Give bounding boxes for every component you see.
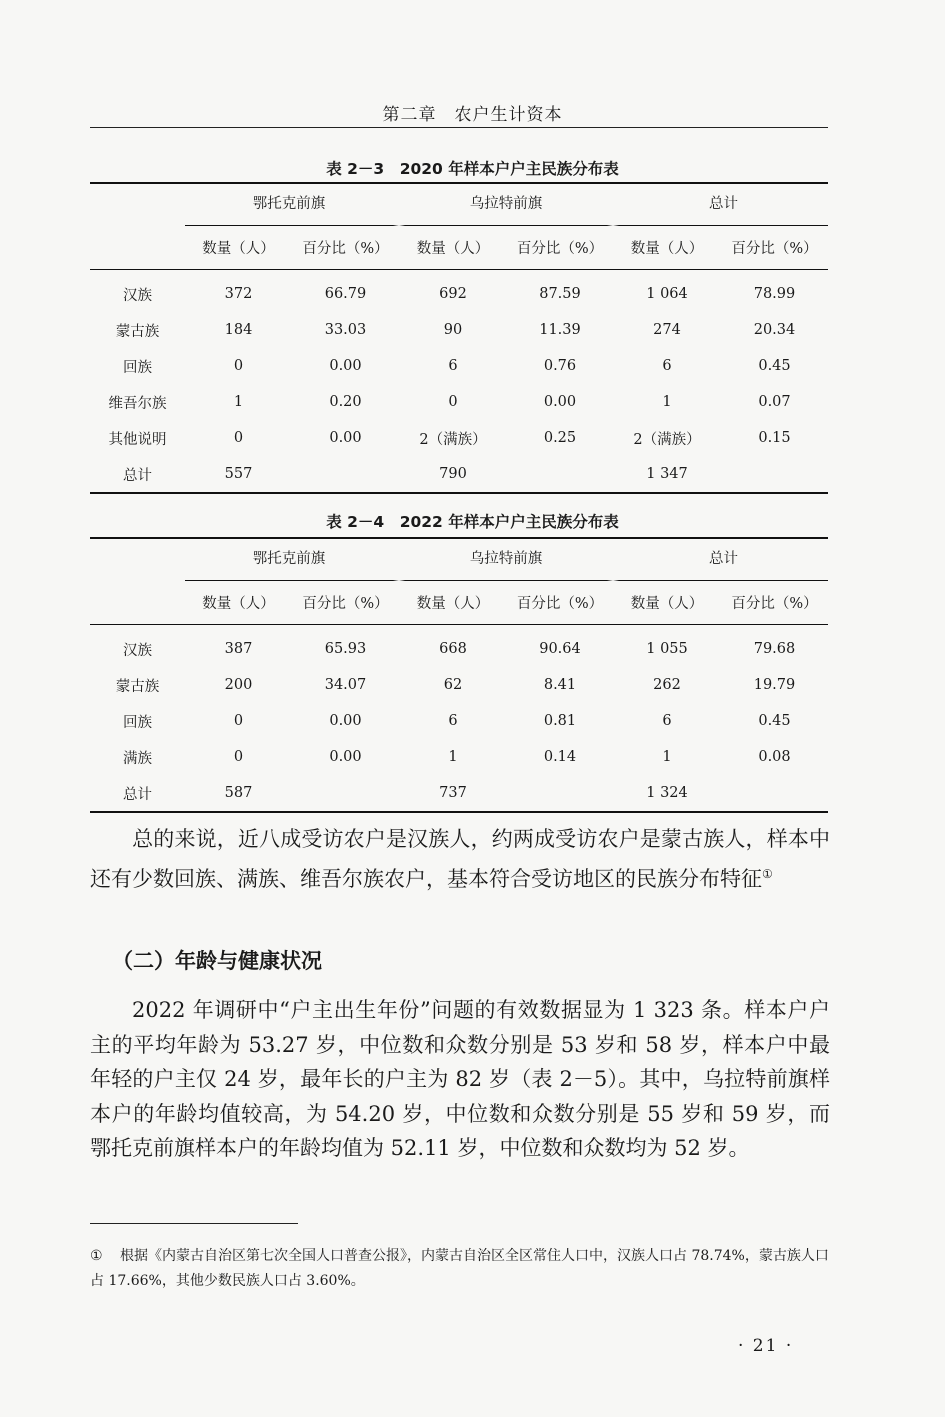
row-label: 蒙古族 (115, 678, 160, 695)
table2-subheader: 百分比（%） (292, 581, 399, 625)
cell: 11.39 (539, 322, 581, 338)
cell: 262 (653, 677, 681, 693)
cell (292, 775, 399, 812)
table2-caption: 表 2－4 2022 年样本户户主民族分布表 (326, 513, 619, 531)
cell: 78.99 (753, 286, 796, 302)
cell: 33.03 (324, 322, 367, 338)
cell: 557 (185, 456, 292, 493)
cell: 0 (233, 749, 244, 765)
cell (292, 456, 399, 493)
cell: 1 347 (613, 456, 721, 493)
cell: 90.64 (539, 641, 581, 657)
table-row (90, 625, 828, 668)
cell: 0 (233, 713, 244, 729)
cell: 1 (662, 749, 672, 765)
cell: 65.93 (324, 641, 367, 657)
cell: 0.08 (758, 749, 791, 765)
section-heading: （二）年龄与健康状况 (112, 949, 322, 973)
header-rule (90, 127, 828, 128)
cell: 737 (399, 775, 507, 812)
paragraph-age (90, 993, 830, 1166)
table-row (90, 348, 828, 384)
table-row (90, 312, 828, 348)
table2-group-1: 鄂托克前旗 (185, 539, 399, 581)
row-label: 其他说明 (108, 431, 167, 448)
cell: 6 (448, 358, 458, 374)
table1-subheader: 百分比（%） (292, 226, 399, 270)
table-row (90, 384, 828, 420)
cell: 6 (662, 713, 672, 729)
row-label: 回族 (123, 359, 152, 376)
cell: 1 (233, 394, 244, 410)
row-label: 蒙古族 (115, 323, 160, 340)
cell: 8.41 (543, 677, 577, 693)
table1-subheader: 数量（人） (399, 226, 507, 270)
table-row (90, 775, 828, 812)
cell: 90 (443, 322, 463, 338)
cell: 0.45 (758, 358, 791, 374)
table1-group-2: 乌拉特前旗 (399, 184, 613, 226)
cell: 0.20 (329, 394, 362, 410)
table-row (90, 667, 828, 703)
cell: 0.15 (758, 430, 791, 446)
table1-subheader: 百分比（%） (507, 226, 613, 270)
row-label: 总计 (90, 775, 185, 812)
cell: 0.07 (758, 394, 791, 410)
cell: 0.25 (543, 430, 577, 446)
table1-subheader: 数量（人） (613, 226, 721, 270)
cell: 0.00 (329, 713, 362, 729)
cell: 274 (653, 322, 681, 338)
table1-subheader: 数量（人） (185, 226, 292, 270)
cell: 1 055 (646, 641, 688, 657)
row-label: 汉族 (123, 287, 152, 304)
cell: 0.76 (543, 358, 577, 374)
cell: 387 (224, 641, 253, 657)
cell: 1 (662, 394, 672, 410)
cell: 6 (448, 713, 458, 729)
table2-group-3: 总计 (613, 539, 828, 581)
table2-subheader: 数量（人） (399, 581, 507, 625)
table2 (90, 537, 828, 813)
footnote-text: 根据《内蒙古自治区第七次全国人口普查公报》，内蒙古自治区全区常住人口中，汉族人口占 78.74%，蒙古族人口占 17.66%，其他少数民族人口占 3.60%。 (90, 1248, 829, 1289)
chapter-header: 第二章 农户生计资本 (382, 105, 563, 125)
cell: 668 (439, 641, 467, 657)
cell: 0.81 (543, 713, 577, 729)
cell: 66.79 (324, 286, 367, 302)
paragraph-summary-text: 总的来说，近八成受访农户是汉族人，约两成受访农户是蒙古族人，样本中还有少数回族、满族、维吾尔族农户，基本符合受访地区的民族分布特征 (90, 827, 830, 891)
cell: 1 064 (646, 286, 688, 302)
cell: 20.34 (753, 322, 796, 338)
cell: 0 (233, 358, 244, 374)
table-row (90, 420, 828, 456)
table1-group-3: 总计 (613, 184, 828, 226)
cell (721, 775, 828, 812)
cell: 1 324 (613, 775, 721, 812)
table2-subheader: 百分比（%） (507, 581, 613, 625)
table1-caption: 表 2－3 2020 年样本户户主民族分布表 (326, 160, 619, 178)
cell: 0.00 (329, 749, 362, 765)
row-label: 满族 (123, 750, 152, 767)
cell: 692 (439, 286, 467, 302)
cell (507, 775, 613, 812)
table-row (90, 270, 828, 313)
cell: 1 (448, 749, 458, 765)
cell: 0.00 (543, 394, 577, 410)
table1 (90, 182, 828, 494)
row-label: 回族 (123, 714, 152, 731)
cell: 790 (399, 456, 507, 493)
row-label: 总计 (90, 456, 185, 493)
cell: 0 (448, 394, 458, 410)
cell: 34.07 (324, 677, 367, 693)
row-label: 维吾尔族 (108, 395, 167, 412)
footnote-mark: ① (90, 1248, 103, 1264)
table-row (90, 703, 828, 739)
cell: 0.00 (329, 430, 362, 446)
table-row (90, 739, 828, 775)
table1-subheader: 百分比（%） (721, 226, 828, 270)
paragraph-summary (90, 822, 830, 896)
row-label: 汉族 (123, 642, 152, 659)
table-row (90, 456, 828, 493)
table2-subheader: 百分比（%） (721, 581, 828, 625)
paragraph-age-text: 2022 年调研中“户主出生年份”问题的有效数据显为 1 323 条。样本户户主的平均年龄为 53.27 岁，中位数和众数分别是 53 岁和 58 岁，样本户中最年轻的户主仅 24 岁，最年长的户主为 82 岁（表 2－5）。其中，乌拉特前旗样本户的年龄均值较高，为 54.20 岁，中位数和众数分别是 55 岁和 59 岁，而鄂托克前旗样本户的年龄均值为 52.11 岁，中位数和众数均为 52 岁。 (90, 998, 830, 1160)
table2-subheader: 数量（人） (613, 581, 721, 625)
table2-group-2: 乌拉特前旗 (399, 539, 613, 581)
table2-subheader: 数量（人） (185, 581, 292, 625)
cell: 372 (224, 286, 253, 302)
cell: 62 (443, 677, 463, 693)
table1-group-1: 鄂托克前旗 (185, 184, 399, 226)
cell: 2（满族） (633, 431, 701, 448)
cell: 79.68 (753, 641, 796, 657)
cell: 87.59 (539, 286, 581, 302)
cell: 587 (185, 775, 292, 812)
footnote-rule (90, 1223, 298, 1224)
cell: 6 (662, 358, 672, 374)
footnote-ref[interactable]: ① (762, 866, 773, 881)
cell: 0.14 (543, 749, 577, 765)
page-number: · 21 · (738, 1336, 794, 1356)
cell: 0.00 (329, 358, 362, 374)
cell: 0 (233, 430, 244, 446)
cell (721, 456, 828, 493)
cell: 19.79 (753, 677, 796, 693)
cell: 184 (224, 322, 253, 338)
cell (507, 456, 613, 493)
cell: 0.45 (758, 713, 791, 729)
footnote (90, 1244, 830, 1294)
cell: 200 (224, 677, 253, 693)
cell: 2（满族） (419, 431, 487, 448)
